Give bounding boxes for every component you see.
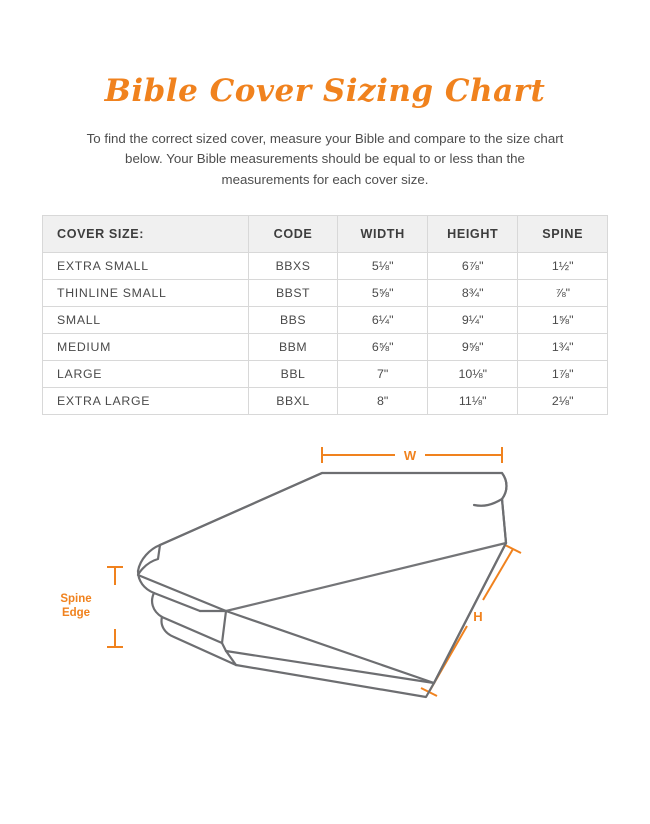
table-row	[43, 387, 608, 414]
cell-width: 6⅝"	[338, 333, 428, 360]
cell-height: 11⅛"	[428, 387, 518, 414]
cell-width: 5⅛"	[338, 252, 428, 279]
table-row	[43, 252, 608, 279]
bible-diagram-svg	[40, 425, 610, 725]
height-label: H	[473, 608, 483, 624]
cell-code: BBXS	[248, 252, 337, 279]
page-title: Bible Cover Sizing Chart	[104, 73, 546, 109]
column-header-width: WIDTH	[338, 215, 428, 252]
width-dimension	[322, 447, 502, 463]
cell-height: 6⅞"	[428, 252, 518, 279]
cell-cover-size: MEDIUM	[43, 333, 249, 360]
cell-height: 10⅛"	[428, 360, 518, 387]
cell-code: BBM	[248, 333, 337, 360]
intro-paragraph: To find the correct sized cover, measure your Bible and compare to the size chart below. Your Bible measurements should be equal to or less than the measurements for each cover size.	[86, 130, 564, 188]
table-header-row	[43, 215, 608, 252]
cell-code: BBST	[248, 279, 337, 306]
cell-cover-size: EXTRA LARGE	[43, 387, 249, 414]
book-illustration	[138, 473, 507, 697]
cell-height: 8¾"	[428, 279, 518, 306]
cell-spine: ⅞"	[518, 279, 608, 306]
cell-width: 7"	[338, 360, 428, 387]
cell-height: 9⅝"	[428, 333, 518, 360]
cell-height: 9¼"	[428, 306, 518, 333]
column-header-code: CODE	[248, 215, 337, 252]
cell-cover-size: SMALL	[43, 306, 249, 333]
cell-spine: 1⅞"	[518, 360, 608, 387]
spine-edge-label-line1: Spine	[60, 592, 92, 605]
size-table	[42, 215, 608, 415]
spine-edge-label-line2: Edge	[61, 606, 91, 619]
table-row	[43, 306, 608, 333]
cell-spine: 1⅝"	[518, 306, 608, 333]
cell-spine: 1½"	[518, 252, 608, 279]
table-row	[43, 333, 608, 360]
cell-cover-size: EXTRA SMALL	[43, 252, 249, 279]
table-header	[43, 215, 608, 252]
cell-width: 6¼"	[338, 306, 428, 333]
cell-spine: 1¾"	[518, 333, 608, 360]
cell-cover-size: THINLINE SMALL	[43, 279, 249, 306]
sizing-chart-page	[0, 74, 650, 824]
column-header-height: HEIGHT	[428, 215, 518, 252]
table-row	[43, 279, 608, 306]
column-header-spine: SPINE	[518, 215, 608, 252]
cell-width: 8"	[338, 387, 428, 414]
column-header-cover-size: COVER SIZE:	[43, 215, 249, 252]
table-row	[43, 360, 608, 387]
cell-cover-size: LARGE	[43, 360, 249, 387]
spine-dimension	[60, 567, 123, 647]
cell-code: BBL	[248, 360, 337, 387]
bible-diagram	[40, 425, 610, 725]
cell-code: BBXL	[248, 387, 337, 414]
size-table-container	[42, 215, 608, 415]
cell-width: 5⅝"	[338, 279, 428, 306]
width-label: W	[403, 447, 417, 463]
table-body	[43, 252, 608, 414]
cell-code: BBS	[248, 306, 337, 333]
cell-spine: 2⅛"	[518, 387, 608, 414]
